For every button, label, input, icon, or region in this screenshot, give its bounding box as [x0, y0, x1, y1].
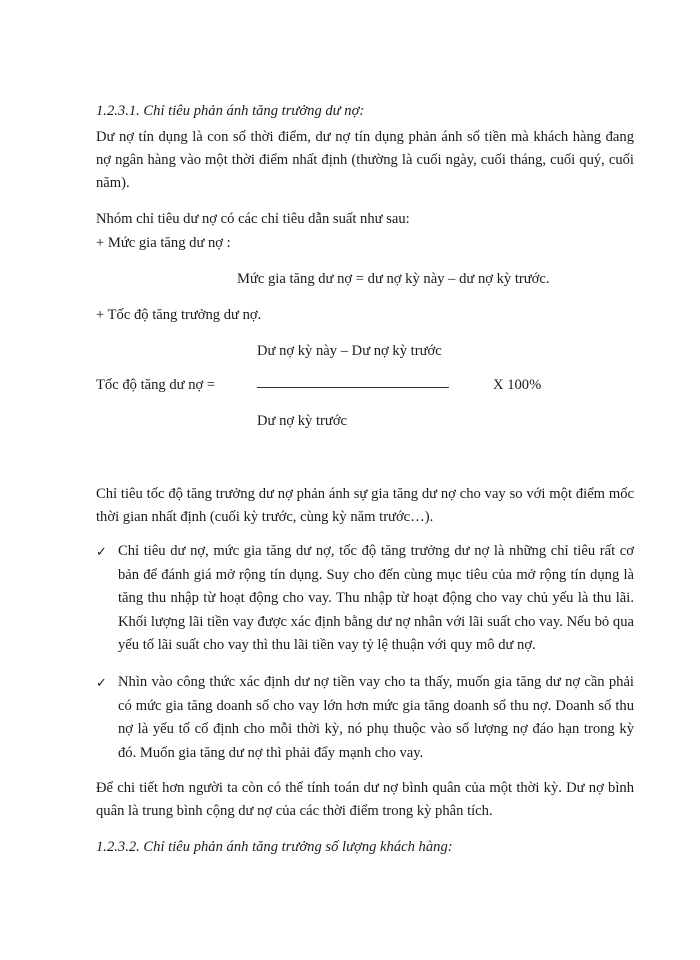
paragraph-growth-rate-meaning: Chỉ tiêu tốc độ tăng trưởng dư nợ phản ánh sự gia tăng dư nợ cho vay so với một điểm mốc thời gian nhất định (cuối kỳ trước, cùng kỳ năm trước…).	[96, 486, 634, 525]
bullet-item-1: Chỉ tiêu dư nợ, mức gia tăng dư nợ, tốc độ tăng trưởng dư nợ là những chỉ tiêu rất cơ bản để đánh giá mở rộng tín dụng. Suy cho đến cùng mục tiêu của mở rộng tín dụng là tăng thu nhập từ hoạt động cho vay. Thu nhập từ hoạt động cho vay chủ yếu là thu lãi. Khối lượng lãi tiền vay được xác định bằng dư nợ nhân với lãi suất cho vay. Nếu bỏ qua yếu tố lãi suất cho vay thì thu lãi tiền vay tỷ lệ thuận với quy mô dư nợ.	[118, 543, 634, 653]
paragraph-indicator-group: Nhóm chỉ tiêu dư nợ có các chỉ tiêu dẫn suất như sau:	[96, 211, 410, 227]
fraction-bar	[257, 387, 449, 388]
paragraph-outstanding-debt-definition: Dư nợ tín dụng là con số thời điểm, dư nợ tín dụng phản ánh số tiền mà khách hàng đang nợ ngân hàng vào một thời điểm nhất định (thường là cuối ngày, cuối tháng, cuối quý, cuối năm).	[96, 129, 634, 191]
formula-left-side: Tốc độ tăng dư nợ =	[96, 377, 216, 393]
formula-multiplier: X 100%	[493, 377, 542, 393]
formula-denominator: Dư nợ kỳ trước	[257, 413, 348, 429]
section-heading-1: 1.2.3.1. Chỉ tiêu phản ánh tăng trưởng dư nợ:	[96, 103, 365, 119]
checkmark-icon: ✓	[96, 676, 107, 691]
item-debt-growth-rate: + Tốc độ tăng trưởng dư nợ.	[96, 307, 262, 323]
section-heading-2: 1.2.3.2. Chỉ tiêu phản ánh tăng trưởng số lượng khách hàng:	[96, 839, 453, 855]
checkmark-icon: ✓	[96, 545, 107, 560]
formula-numerator: Dư nợ kỳ này – Dư nợ kỳ trước	[257, 343, 442, 359]
item-debt-increase: + Mức gia tăng dư nợ :	[96, 235, 231, 251]
bullet-item-2: Nhìn vào công thức xác định dư nợ tiền vay cho ta thấy, muốn gia tăng dư nợ cần phải có mức gia tăng doanh số cho vay lớn hơn mức gia tăng doanh số thu nợ. Doanh số thu nợ là yếu tố cố định cho mỗi thời kỳ, nó phụ thuộc vào số lượng nợ đáo hạn trong kỳ đó. Muốn gia tăng dư nợ thì phải đẩy mạnh cho vay.	[118, 674, 634, 761]
paragraph-average-debt: Để chi tiết hơn người ta còn có thể tính toán dư nợ bình quân của một thời kỳ. Dư nợ bình quân là trung bình cộng dư nợ của các thời điểm trong kỳ phân tích.	[96, 780, 634, 819]
formula-debt-increase: Mức gia tăng dư nợ = dư nợ kỳ này – dư nợ kỳ trước.	[237, 271, 550, 287]
